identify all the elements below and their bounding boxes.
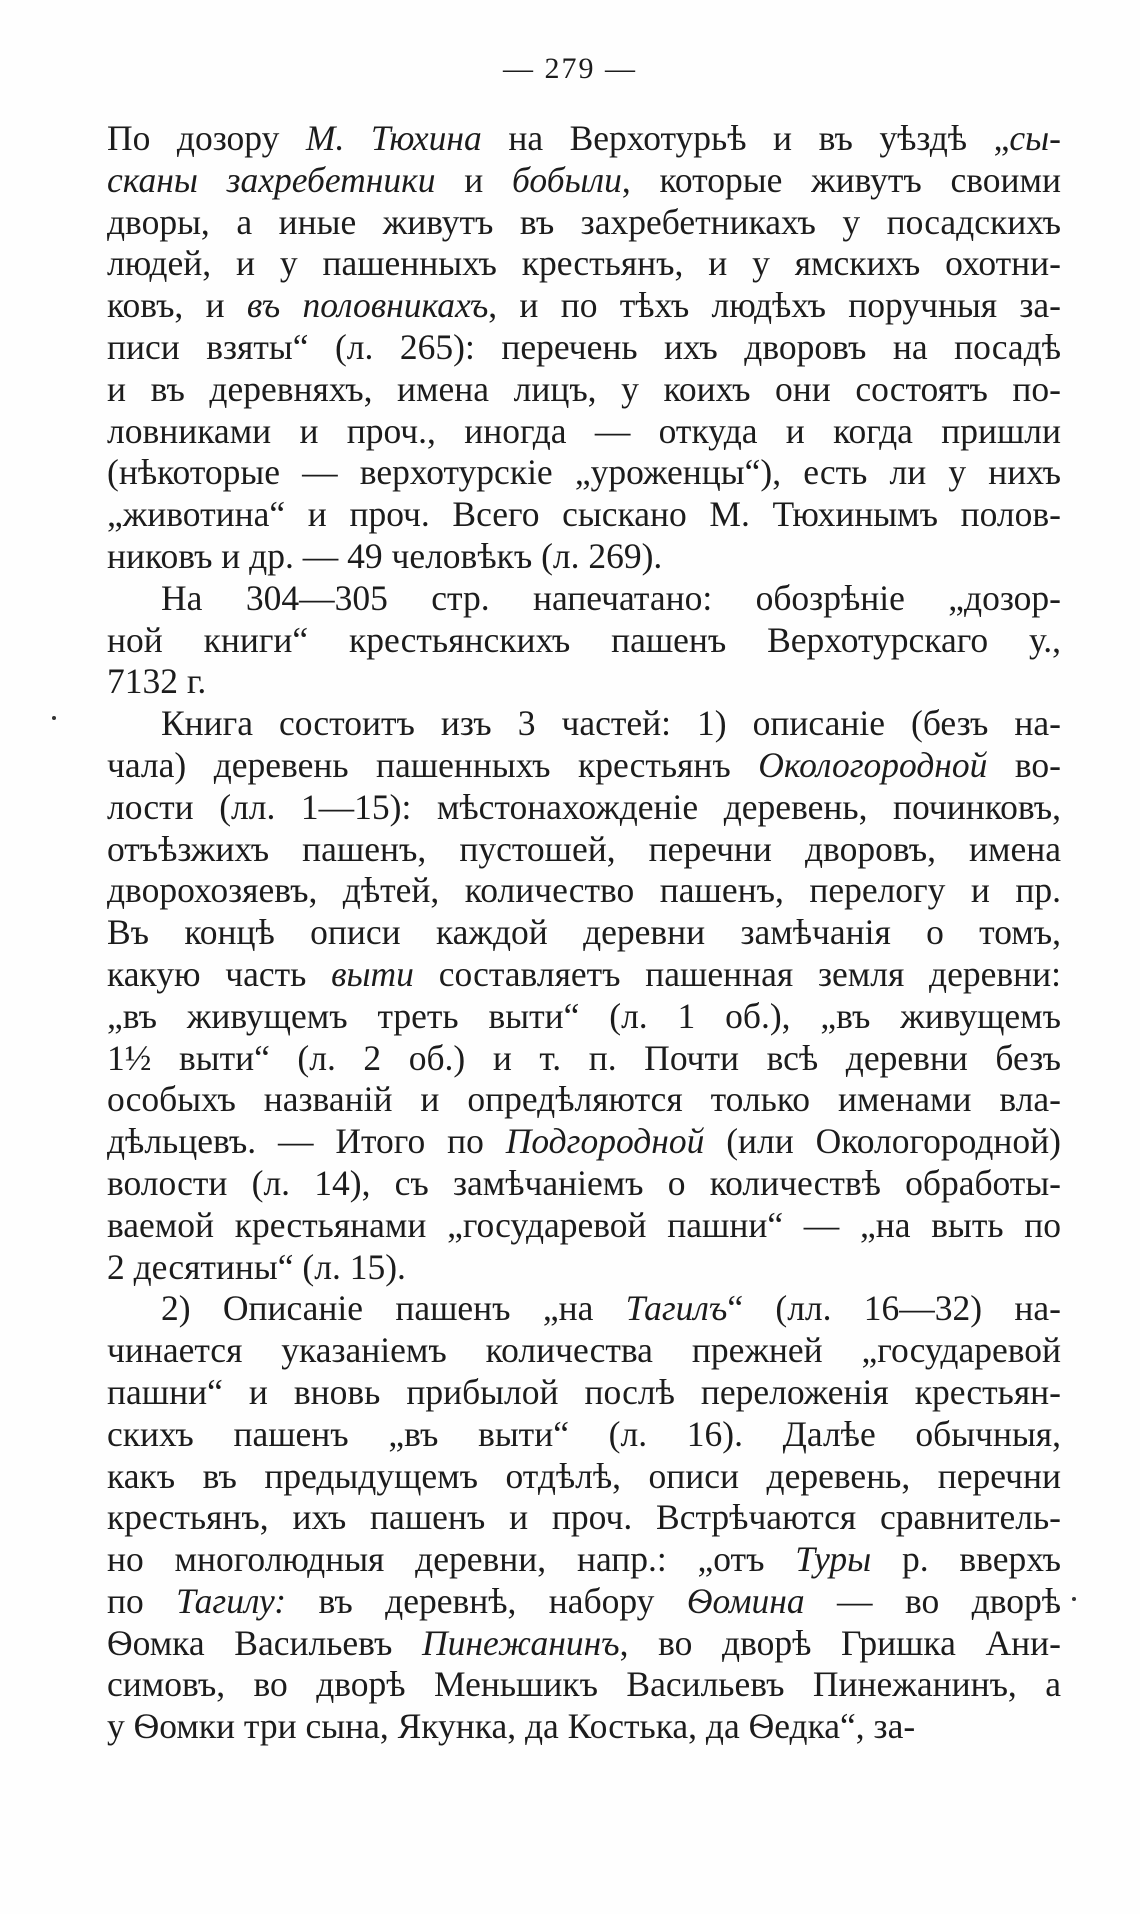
text-span: По дозору xyxy=(107,118,306,158)
body-text xyxy=(107,118,1061,1748)
italic-text-span: Ѳомина xyxy=(686,1580,805,1621)
italic-text-span: Тагилу: xyxy=(176,1580,287,1621)
text-span: пашни“ и вновь прибылой послѣ переложенія крестьян- xyxy=(107,1371,1061,1412)
text-line xyxy=(107,536,1061,578)
text-line xyxy=(107,1330,1061,1372)
text-span: Въ концѣ описи каждой деревни замѣчанія о томъ, xyxy=(107,912,1061,953)
text-span: какую часть xyxy=(107,953,332,994)
text-line xyxy=(107,1372,1061,1414)
text-line xyxy=(107,243,1061,285)
text-span: дворохозяевъ, дѣтей, количество пашенъ, перелогу и пр. xyxy=(107,870,1061,911)
text-span: 2) Описаніе пашенъ „на xyxy=(161,1288,626,1329)
text-line xyxy=(107,620,1061,662)
text-line xyxy=(107,1288,1061,1330)
text-line xyxy=(107,1706,1061,1748)
text-line xyxy=(107,118,1061,160)
text-span: 7132 г. xyxy=(107,661,207,702)
text-line xyxy=(107,1079,1061,1121)
text-span: (или Окологородной) xyxy=(704,1121,1061,1162)
text-span: людей, и у пашенныхъ крестьянъ, и у ямскихъ охотни- xyxy=(107,243,1061,284)
text-line xyxy=(107,829,1061,871)
text-span: и въ деревняхъ, имена лицъ, у коихъ они состоятъ по- xyxy=(107,368,1061,409)
text-span: крестьянъ, ихъ пашенъ и проч. Встрѣчаются сравнитель- xyxy=(107,1497,1061,1538)
text-line xyxy=(107,578,1061,620)
text-span: „въ живущемъ треть выти“ (л. 1 об.), „въ живущемъ xyxy=(107,995,1061,1036)
text-span: во- xyxy=(987,744,1061,785)
paragraph-4 xyxy=(107,1288,1061,1748)
italic-text-span: сы- xyxy=(1009,118,1061,158)
text-span: отъѣзжихъ пашенъ, пустошей, перечни дворовъ, имена xyxy=(107,828,1061,869)
text-line xyxy=(107,494,1061,536)
text-span: чинается указаніемъ количества прежней „государевой xyxy=(107,1330,1061,1371)
text-line xyxy=(107,202,1061,244)
text-line xyxy=(107,787,1061,829)
text-span: Ѳомка Васильевъ xyxy=(107,1622,423,1663)
text-line xyxy=(107,661,1061,703)
text-line xyxy=(107,1664,1061,1706)
text-span: писи взяты“ (л. 265): перечень ихъ дворовъ на посадѣ xyxy=(107,326,1061,367)
text-line xyxy=(107,1456,1061,1498)
text-line xyxy=(107,1539,1061,1581)
text-line xyxy=(107,1038,1061,1080)
text-line xyxy=(107,1163,1061,1205)
text-span: скихъ пашенъ „въ выти“ (л. 16). Далѣе обычныя, xyxy=(107,1413,1061,1454)
text-span: дворы, а иные живутъ въ захребетникахъ у посадскихъ xyxy=(107,201,1061,242)
text-span: Книга состоитъ изъ 3 частей: 1) описаніе (безъ на- xyxy=(161,703,1061,744)
text-line xyxy=(107,1121,1061,1163)
paragraph-3 xyxy=(107,703,1061,1288)
italic-text-span: Туры xyxy=(795,1539,872,1580)
text-span: ной книги“ крестьянскихъ пашенъ Верхотурскаго у., xyxy=(107,619,1061,660)
text-span: никовъ и др. — 49 человѣкъ (л. 269). xyxy=(107,535,663,576)
text-span: лости (лл. 1—15): мѣстонахожденіе деревень, починковъ, xyxy=(107,786,1061,827)
text-span: какъ въ предыдущемъ отдѣлѣ, описи деревень, перечни xyxy=(107,1455,1061,1496)
text-span: по xyxy=(107,1580,177,1621)
italic-text-span: сканы захребетники xyxy=(107,159,436,200)
text-span: ваемой крестьянами „государевой пашни“ — „на выть по xyxy=(107,1204,1061,1245)
italic-text-span: М. Тюхина xyxy=(305,118,482,158)
text-span: и xyxy=(435,159,513,200)
text-line xyxy=(107,954,1061,996)
text-span: но многолюдныя деревни, напр.: „отъ xyxy=(107,1539,796,1580)
scan-speck xyxy=(1072,1597,1076,1601)
text-span: , которые живутъ своими xyxy=(621,159,1062,200)
italic-text-span: въ половникахъ xyxy=(246,285,489,326)
text-span: ковъ, и xyxy=(107,285,247,326)
text-span: у Ѳомки три сына, Якунка, да Костька, да Ѳедка“, за- xyxy=(107,1706,916,1747)
text-span: , и по тѣхъ людѣхъ поручныя за- xyxy=(488,285,1061,326)
text-span: симовъ, во дворѣ Меньшикъ Васильевъ Пинежанинъ, а xyxy=(107,1664,1061,1705)
text-span: р. вверхъ xyxy=(871,1539,1061,1580)
text-line xyxy=(107,452,1061,494)
text-line xyxy=(107,1497,1061,1539)
text-line xyxy=(107,745,1061,787)
text-span: — во дворѣ xyxy=(804,1580,1061,1621)
text-span: въ деревнѣ, набору xyxy=(286,1580,687,1621)
text-line xyxy=(107,411,1061,453)
page-number: — 279 — xyxy=(503,52,637,85)
text-span: на Верхотурьѣ и въ уѣздѣ „ xyxy=(481,118,1010,158)
scan-speck xyxy=(52,716,56,720)
text-line xyxy=(107,1205,1061,1247)
text-line xyxy=(107,285,1061,327)
text-line xyxy=(107,327,1061,369)
text-line xyxy=(107,912,1061,954)
text-span: 2 десятины“ (л. 15). xyxy=(107,1246,406,1287)
text-line xyxy=(107,160,1061,202)
italic-text-span: бобыли xyxy=(512,159,622,200)
text-span: ловниками и проч., иногда — откуда и когда пришли xyxy=(107,410,1061,451)
text-span: “ (лл. 16—32) на- xyxy=(727,1288,1061,1329)
paragraph-1 xyxy=(107,118,1061,578)
text-span: особыхъ названій и опредѣляются только именами вла- xyxy=(107,1079,1061,1120)
italic-text-span: Окологородной xyxy=(758,744,988,785)
text-line xyxy=(107,1247,1061,1289)
paragraph-2 xyxy=(107,578,1061,703)
text-line xyxy=(107,703,1061,745)
text-line xyxy=(107,1581,1061,1623)
text-span: 1½ выти“ (л. 2 об.) и т. п. Почти всѣ деревни безъ xyxy=(107,1037,1061,1078)
text-line xyxy=(107,369,1061,411)
text-span: составляетъ пашенная земля деревни: xyxy=(413,953,1061,994)
text-line xyxy=(107,1623,1061,1665)
text-line xyxy=(107,870,1061,912)
text-span: чала) деревень пашенныхъ крестьянъ xyxy=(107,744,759,785)
text-span: На 304—305 стр. напечатано: обозрѣніе „дозор- xyxy=(161,577,1061,618)
text-span: дѣльцевъ. — Итого по xyxy=(107,1121,506,1162)
text-span: , во дворѣ Гришка Ани- xyxy=(619,1622,1061,1663)
text-line xyxy=(107,996,1061,1038)
italic-text-span: выти xyxy=(331,953,414,994)
italic-text-span: Подгородной xyxy=(505,1121,705,1162)
text-span: (нѣкоторые — верхотурскіе „уроженцы“), есть ли у нихъ xyxy=(107,452,1061,493)
text-line xyxy=(107,1414,1061,1456)
text-span: волости (л. 14), съ замѣчаніемъ о количествѣ обработы- xyxy=(107,1162,1061,1203)
italic-text-span: Тагилъ xyxy=(625,1288,728,1329)
italic-text-span: Пинежанинъ xyxy=(422,1622,620,1663)
text-span: „животина“ и проч. Всего сыскано М. Тюхинымъ полов- xyxy=(107,494,1061,535)
